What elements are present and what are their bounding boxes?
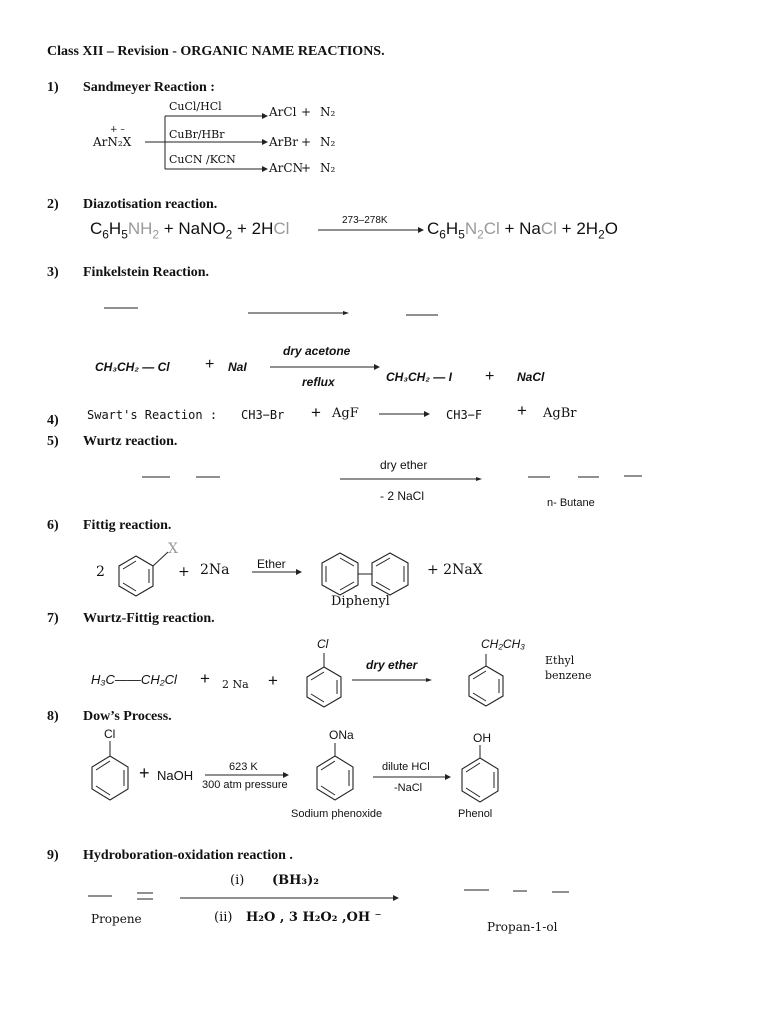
plus-sign: + bbox=[301, 135, 312, 149]
fittig-product-name: Diphenyl bbox=[331, 594, 390, 609]
item-number-8: 8) bbox=[47, 709, 59, 724]
finkelstein-reagent: NaI bbox=[228, 360, 247, 374]
plus-sign: + bbox=[205, 356, 215, 373]
dow-ona-label: ONa bbox=[329, 728, 354, 742]
wurtz-condition-bottom: - 2 NaCl bbox=[380, 489, 425, 503]
finkelstein-condition-bottom: reflux bbox=[302, 375, 335, 389]
item-number-4: 4) bbox=[47, 413, 59, 428]
heading-fittig: Fittig reaction. bbox=[83, 518, 172, 533]
item-number-7: 7) bbox=[47, 611, 59, 626]
swarts-reactant: CH3−Br bbox=[241, 408, 285, 422]
heading-swarts: Swart's Reaction : bbox=[87, 408, 218, 422]
fittig-coefficient: 2 bbox=[96, 564, 105, 580]
dow-cl-label: Cl bbox=[104, 727, 116, 741]
heading-wurtz-fittig: Wurtz-Fittig reaction. bbox=[83, 611, 215, 626]
dow-condition-2-top: dilute HCl bbox=[382, 761, 430, 773]
finkelstein-product: CH₃CH₂ — I bbox=[386, 370, 452, 384]
plus-sign: + bbox=[301, 105, 312, 119]
dow-condition-1-top: 623 K bbox=[229, 761, 258, 773]
wurtz-fittig-reagent: 2 Na bbox=[222, 678, 249, 691]
item-number-5: 5) bbox=[47, 434, 59, 449]
heading-hydroboration: Hydroboration-oxidation reaction . bbox=[83, 848, 293, 863]
sandmeyer-byproduct-3: N₂ bbox=[320, 161, 336, 175]
page-title: Class XII – Revision - ORGANIC NAME REACTIONS. bbox=[47, 44, 385, 59]
item-number-6: 6) bbox=[47, 518, 59, 533]
diazotisation-reactants: $C_6H_5NH_2$ + NaNO$_2$ + 2HCl bbox=[90, 219, 290, 242]
diazonium-salt: ArN₂X bbox=[93, 135, 132, 149]
wurtz-product-name: n- Butane bbox=[547, 497, 595, 509]
wurtz-fittig-reactant: H₃C——CH₂Cl bbox=[91, 672, 177, 687]
plus-sign: + bbox=[485, 368, 495, 385]
sandmeyer-byproduct-1: N₂ bbox=[320, 105, 336, 119]
item-number-2: 2) bbox=[47, 197, 59, 212]
dow-condition-1-bottom: 300 atm pressure bbox=[202, 779, 288, 791]
heading-diazotisation: Diazotisation reaction. bbox=[83, 197, 218, 212]
wurtz-fittig-product-name-line1: Ethyl bbox=[545, 654, 575, 667]
finkelstein-byproduct: NaCl bbox=[517, 370, 545, 384]
diazonium-charges: + – bbox=[110, 125, 125, 135]
hydroboration-step-1-number: (i) bbox=[230, 873, 245, 888]
plus-sign: + bbox=[301, 161, 312, 175]
hydroboration-step-2-number: (ii) bbox=[214, 910, 233, 925]
plus-sign: + bbox=[517, 401, 527, 420]
dow-oh-label: OH bbox=[473, 731, 491, 745]
dow-condition-2-bottom: -NaCl bbox=[394, 782, 423, 794]
finkelstein-reactant: CH₃CH₂ — Cl bbox=[95, 360, 170, 374]
fittig-byproduct: + 2NaX bbox=[427, 562, 483, 578]
plus-sign: + bbox=[139, 763, 150, 783]
sandmeyer-reagent-3: CuCN /KCN bbox=[169, 153, 236, 166]
heading-dow: Dow’s Process. bbox=[83, 709, 172, 724]
swarts-byproduct: AgBr bbox=[543, 406, 577, 421]
wurtz-fittig-product-substituent: CH₂CH₃ bbox=[481, 637, 525, 651]
sandmeyer-reagent-2: CuBr/HBr bbox=[169, 128, 225, 141]
hydroboration-reactant-name: Propene bbox=[91, 912, 142, 926]
plus-sign: + bbox=[178, 564, 190, 580]
wurtz-condition-top: dry ether bbox=[380, 458, 428, 472]
plus-sign: + bbox=[311, 403, 321, 422]
heading-sandmeyer: Sandmeyer Reaction : bbox=[83, 80, 215, 95]
wurtz-fittig-cl-label: Cl bbox=[317, 637, 329, 651]
sandmeyer-product-2: ArBr bbox=[269, 135, 298, 149]
hydroboration-product-name: Propan-1-ol bbox=[487, 920, 558, 934]
fittig-condition: Ether bbox=[257, 557, 286, 571]
swarts-reagent: AgF bbox=[332, 406, 359, 421]
hydroboration-step-1-reagent: (BH₃)₂ bbox=[272, 873, 319, 888]
hydroboration-step-2-reagents: H₂O , 3 H₂O₂ ,OH ⁻ bbox=[246, 910, 382, 925]
sandmeyer-product-3: ArCN bbox=[269, 161, 304, 175]
wurtz-fittig-product-name-line2: benzene bbox=[545, 669, 592, 682]
item-number-9: 9) bbox=[47, 848, 59, 863]
wurtz-fittig-condition: dry ether bbox=[366, 658, 418, 672]
sandmeyer-reagent-1: CuCl/HCl bbox=[169, 100, 222, 113]
fittig-halogen-label: X bbox=[168, 541, 178, 557]
plus-sign: + bbox=[268, 671, 278, 690]
item-number-3: 3) bbox=[47, 265, 59, 280]
finkelstein-condition-top: dry acetone bbox=[283, 344, 351, 358]
fittig-reagent: 2Na bbox=[200, 562, 230, 578]
item-number-1: 1) bbox=[47, 80, 59, 95]
diazotisation-condition: 273–278K bbox=[342, 215, 388, 226]
swarts-product: CH3−F bbox=[446, 408, 483, 422]
heading-finkelstein: Finkelstein Reaction. bbox=[83, 265, 209, 280]
dow-product-name: Phenol bbox=[458, 808, 493, 820]
dow-reagent: NaOH bbox=[157, 768, 194, 783]
plus-sign: + bbox=[200, 669, 210, 688]
heading-wurtz: Wurtz reaction. bbox=[83, 434, 178, 449]
diazotisation-products: $C_6H_5N_2Cl$ + NaCl + $2H_2O$ bbox=[427, 219, 618, 242]
sandmeyer-product-1: ArCl bbox=[269, 105, 297, 119]
sandmeyer-byproduct-2: N₂ bbox=[320, 135, 336, 149]
dow-intermediate-name: Sodium phenoxide bbox=[291, 808, 383, 820]
